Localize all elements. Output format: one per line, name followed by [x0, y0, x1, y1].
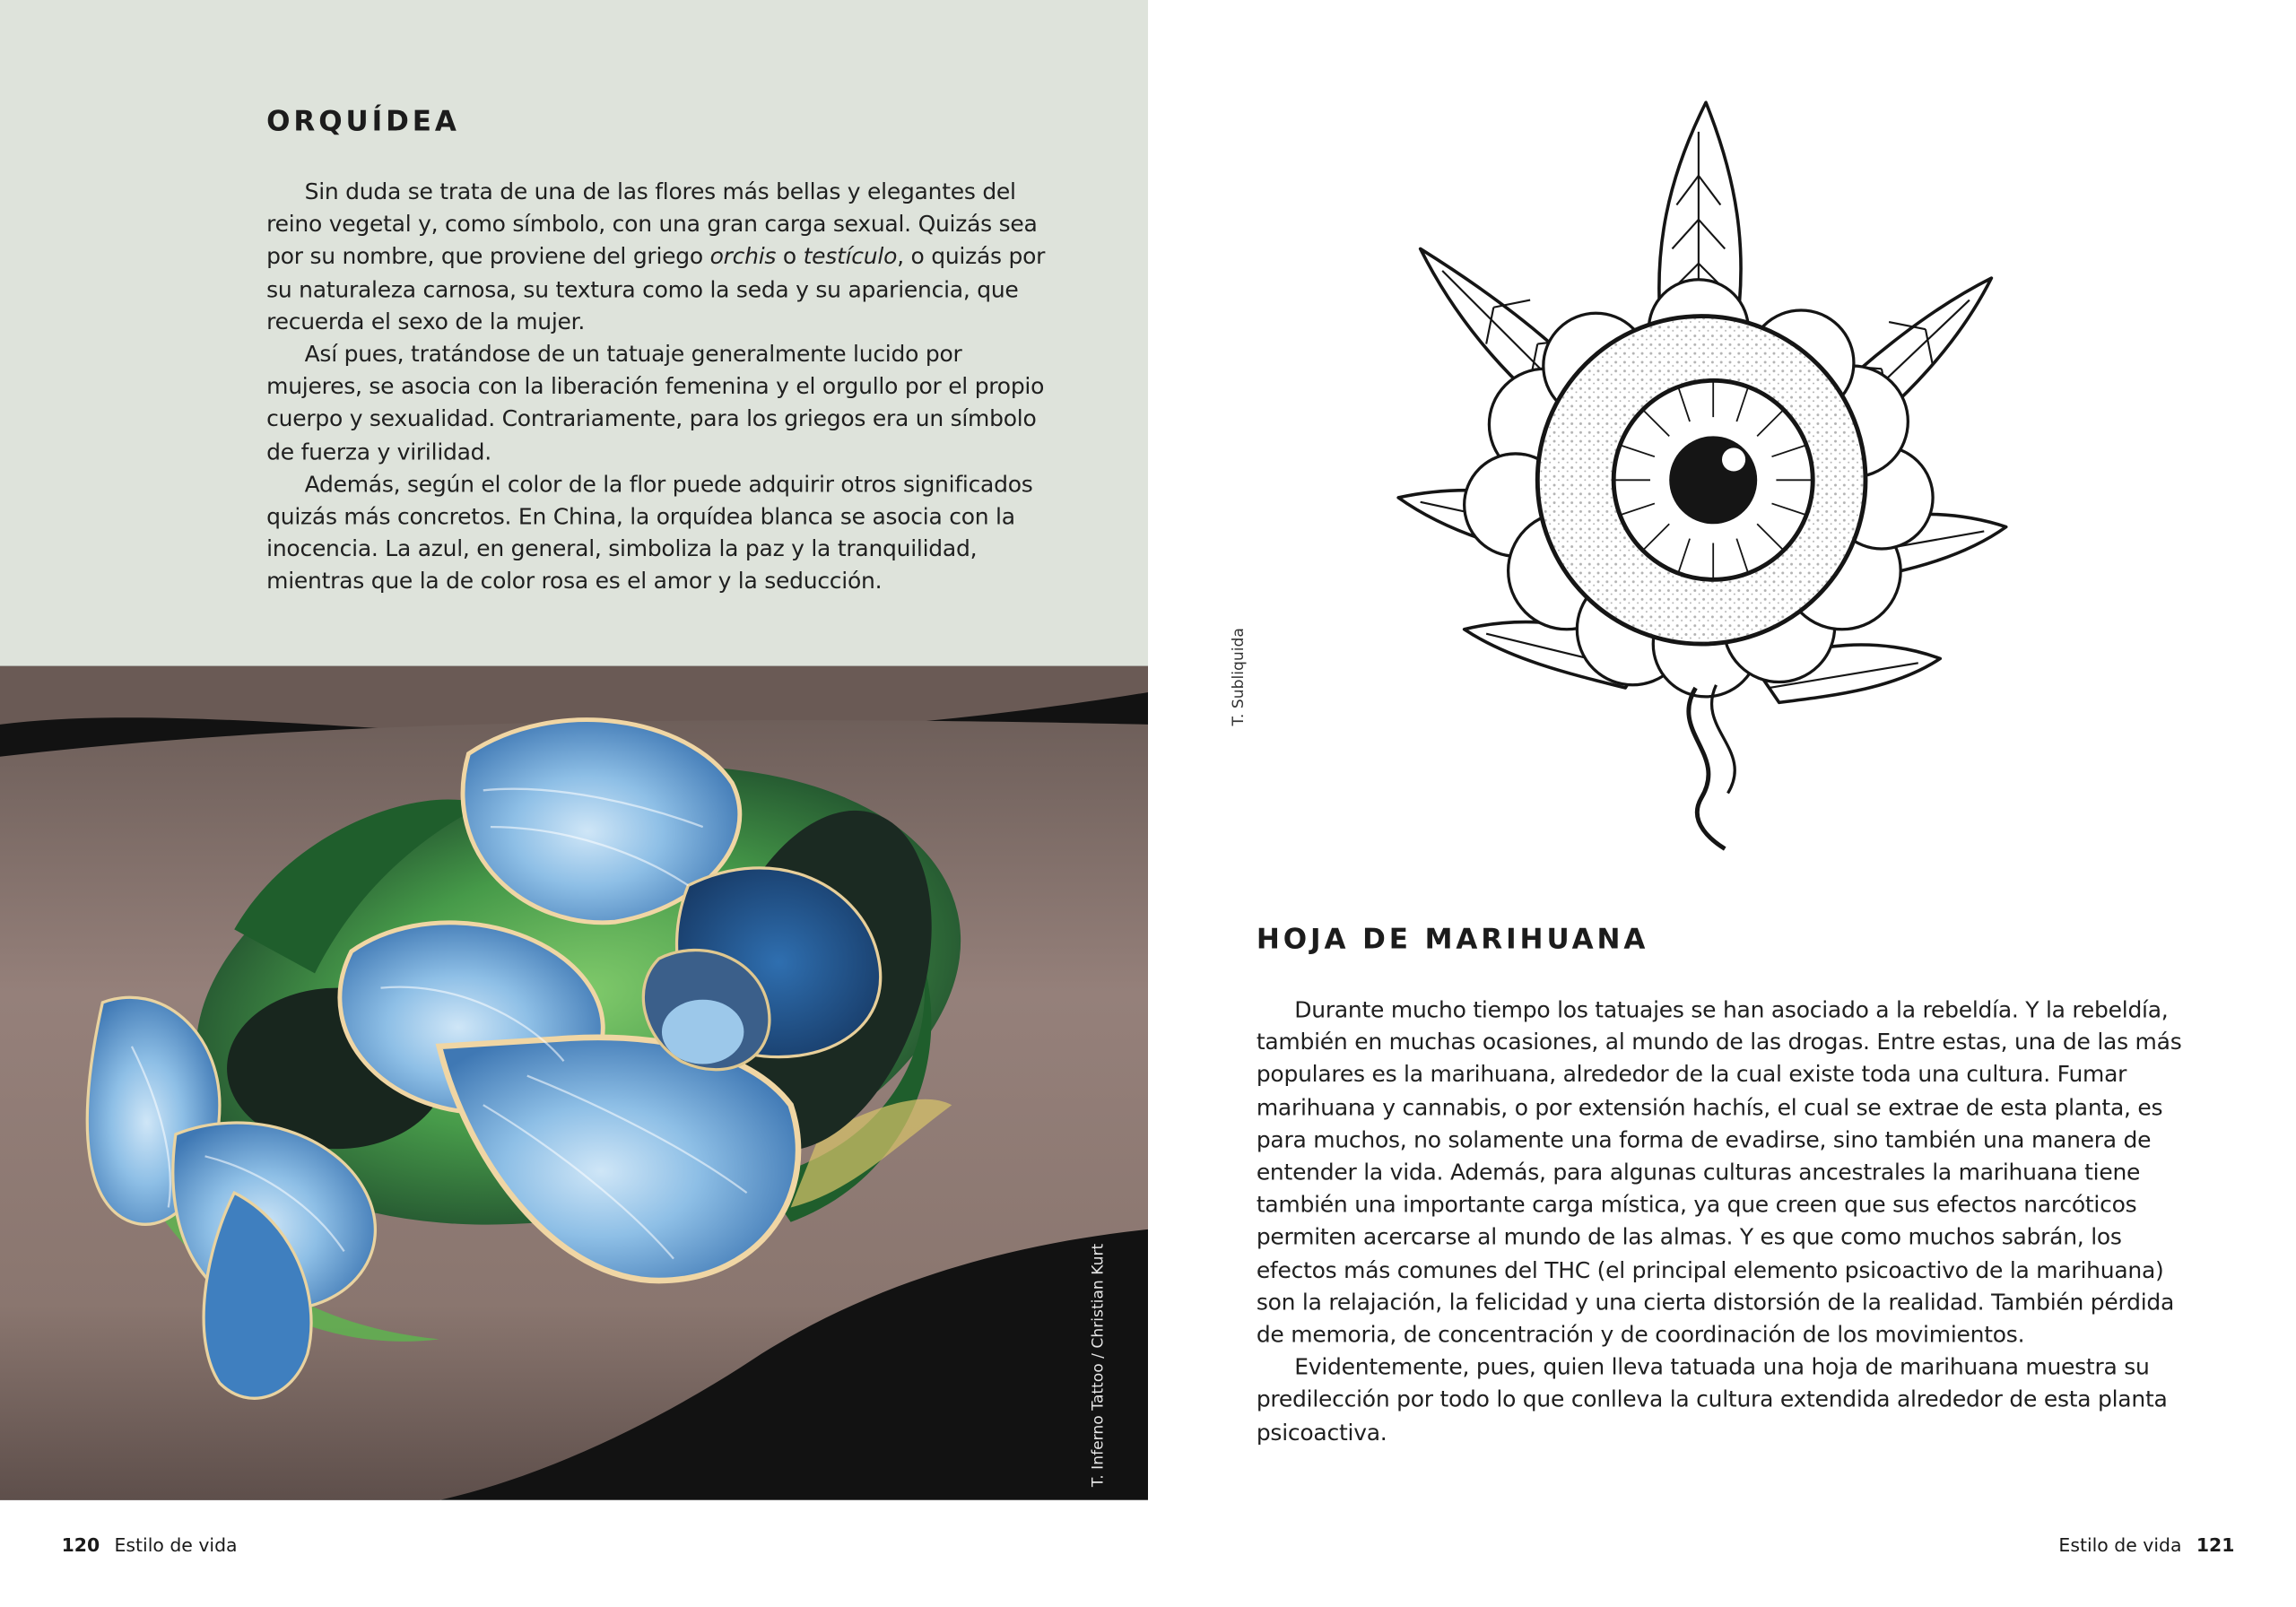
folio-right	[2058, 1533, 2234, 1555]
marijuana-paragraph: Durante mucho tiempo los tatuajes se han asociado a la rebeldía. Y la rebeldía, también en muchas ocasiones, al mundo de las drogas. Entre estas, una de las más populares es la marihuana, alrededor de la cual existe toda una cultura. Fumar marihuana y cannabis, o por extensión hachís, el cual se extrae de esta planta, es para muchos, no solamente una forma de evadirse, sino también una manera de entender la vida. Además, para algunas culturas ancestrales la marihuana tiene también una importante carga mística, ya que creen que sus efectos narcóticos permiten acercarse al mundo de las almas. Y es que como muchos sabrán, los efectos más comunes del THC (el principal elemento psicoactivo de la marihuana) son la relajación, la felicidad y una cierta distorsión de la realidad. También pérdida de memoria, de concentración y de coordinación de los movimientos.	[1256, 996, 2182, 1349]
orchid-paragraph: Sin duda se trata de una de las flores más bellas y elegantes del reino vegetal y, como símbolo, con una gran carga sexual. Quizás sea por su nombre, que proviene del griego orchis o testículo, o quizás por su naturaleza carnosa, su textura como la seda y su apariencia, que recuerda el sexo de la mujer.	[266, 178, 1046, 335]
cannabis-eye-illustration	[1377, 88, 2021, 864]
drawing-credit: T. Subliquida	[1230, 628, 1248, 726]
orchid-heading: ORQUÍDEA	[266, 105, 460, 138]
marijuana-body-text	[1257, 994, 2194, 1448]
orchid-paragraph: Además, según el color de la flor puede adquirir otros significados quizás más concretos. En China, la orquídea blanca se asocia con la inocencia. La azul, en general, simboliza la paz y la tranquilidad, mientras que la de color rosa es el amor y la seducción.	[266, 471, 1033, 595]
orchid-paragraph: Así pues, tratándose de un tatuaje generalmente lucido por mujeres, se asocia con la liberación femenina y el orgullo por el propio cuerpo y sexualidad. Contrariamente, para los griegos era un símbolo de fuerza y virilidad.	[266, 341, 1045, 465]
section-name: Estilo de vida	[2058, 1533, 2182, 1556]
marijuana-heading: HOJA DE MARIHUANA	[1256, 923, 1649, 956]
marijuana-paragraph: Evidentemente, pues, quien lleva tatuada una hoja de marihuana muestra su predilección por todo lo que conlleva la cultura extendida alrededor de esta planta psicoactiva.	[1256, 1354, 2168, 1446]
page-number: 121	[2196, 1533, 2235, 1556]
photo-credit: T. Inferno Tattoo / Christian Kurt	[1089, 1243, 1108, 1488]
page-number: 120	[61, 1533, 100, 1556]
section-name: Estilo de vida	[114, 1533, 238, 1556]
orchid-tattoo-photo	[0, 666, 1148, 1500]
orchid-body-text	[266, 176, 1057, 598]
folio-left	[62, 1533, 238, 1555]
